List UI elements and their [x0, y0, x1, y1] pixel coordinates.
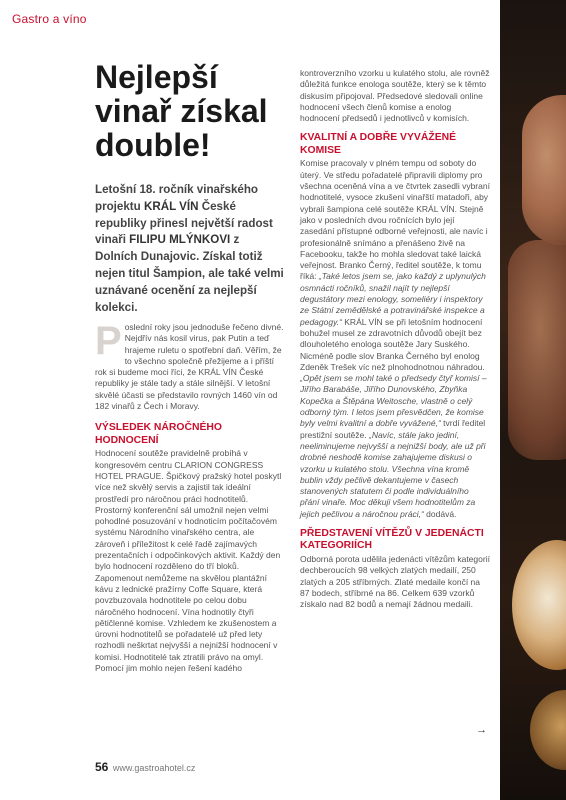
paragraph-result: Hodnocení soutěže pravidelně probíhá v kongresovém centru CLARION CONGRESS HOTEL PRAGUE. Špičkový pražský hotel poskytl více než skvělý servis a zajistil tak ideální prostředí pro náročnou práci hodnotitelů. Prostorný konferenční sál umožnil nejen velmi pohodlné posuzování v hodnoticím počítačovém systému Národního vinařského centra, ale zároveň i příležitost k celé řadě zajímavých prezentačních i odpočinkových aktivit. Každý den bylo hodnocení rozděleno do tří bloků. Zapomenout nemůžeme na skvělou plantážní kávu z lednické pražírny Coffe Square, která povzbuzovala hodnotitele po celou dobu náročného hodnocení. Vína hodnotily čtyři pětičlenné komise. Vzhledem ke zkušenostem a úrovni hodnotitelů se pořadatelé už před lety rozhodli neškrtat nejvyšší a nejnižší hodnocení v komisi. Hodnotitelé tak ztratili právo na omyl. Pomocí jim mohlo nejen řešení kadého: [95, 448, 282, 674]
intro-paragraph: Poslední roky jsou jednoduše řečeno divné. Nejdřív nás kosil virus, pak Putin a teď hrajeme ruletu o spotřební daň. Věřím, že to všechno společně přežijeme a i příští rok si budeme moci říci, že KRÁL VÍN České republiky je stále tady a stále silnější. V letošní skvělé účasti se představilo rovných 1460 vín od 182 vinařů z Čech i Moravy.: [95, 319, 284, 412]
photo-hand: [522, 95, 566, 245]
article-photo: [500, 0, 566, 800]
paragraph-winners: Odborná porota udělila jedenácti vítězům kategorií dechberoucích 98 velkých zlatých medailí, 250 zlatých a 205 stříbrných. Zlaté medaile končí na 87 bodech, stříbrné na 86. Celkem 639 vzorků získalo nad 82 bodů a nemají žádnou medaili.: [300, 553, 490, 610]
drop-cap: P: [95, 319, 122, 363]
article-lead: Letošní 18. ročník vinařského projektu KRÁL VÍN České republiky přinesl největší radost vinaři FILIPU MLÝNKOVI z Dolních Dunajovic. Získal totiž nejen titul Šampion, ale také velmi uznávané ocenění za nejlepší kolekci.: [95, 183, 284, 314]
photo-plate-2: [530, 690, 566, 770]
article-headline: Nejlepší vinař získal double!: [95, 59, 268, 163]
subheading-result: VÝSLEDEK NÁROČNÉHO HODNOCENÍ: [95, 422, 223, 446]
photo-plate: [512, 540, 566, 670]
section-label: Gastro a víno: [12, 12, 87, 26]
photo-arm: [508, 240, 566, 460]
paragraph-result-continued: kontroverzního vzorku u kulatého stolu, ale rovněž důležitá funkce enologa soutěže, který se k těmto diskusím připojoval. Předsedové sledovali online hodnocení všech členů komise a enolog hodnocení předsedů i jednotlivců v komisích.: [300, 68, 490, 124]
subheading-winners: PŘEDSTAVENÍ VÍTĚZŮ V JEDENÁCTI KATEGORIÍCH: [300, 527, 484, 552]
paragraph-committees: Komise pracovaly v plném tempu od soboty do úterý. Ve středu pořadatelé připravili diplomy pro všechna oceněná vína a ve čtvrtek zasedli vybraní hodnotitelé, vysoce zkušení vinařští matadoři, aby vybrali šampiona celé soutěže KRÁL VÍN. Stejně jako v posledních dvou ročnících bylo její zasedání přístupné odborné veřejnosti, ale navíc i profesionálně snímáno a přenášeno živě na Facebooku, takže ho mohla sledovat také laická veřejnost. Branko Černý, ředitel soutěže, k tomu říká: „Také letos jsem se, jako každý z uplynulých osmnácti ročníků, snažil najít ty nejlepší degustátory mezi enology, someliéry i inspektory ze Státní zemědělské a potravinářské inspekce a pedagogy.“ KRÁL VÍN se při letošním hodnocení bohužel musel ze zdravotních důvodů obejít bez dlouholetého enologa soutěže Jary Suského. Nicméně podle slov Branka Černého byl enolog Zdeněk Trešek víc než plnohodnotnou náhradou. „Opět jsem se mohl také o předsedy čtyř komisí – Jiřího Barabáše, Jiřího Dunovského, Zbyňka Kopečka a Štěpána Weitosche, vlastně o celý odborný tým. I letos jsem přesvědčen, že komise byly velmi kvalitní a dobře vyvážené,“ tvrdí ředitel prestižní soutěže. „Navíc, stále jako jediní, neeliminujeme nejvyšší a nejnižší body, ale už při drobné neshodě komise zahajujeme diskusi o vzorku u kulatého stolu. Všechna vína kromě bublin vždy pečlivě dekantujeme v časech stanovených statutem či podle individuálního přání vinaře. Moc děkuji všem hodnotitelům za jejich pečlivou a náročnou práci,“ dodává.: [300, 158, 490, 519]
page-number: 56: [95, 760, 109, 774]
page-footer: [95, 760, 195, 774]
article-column-1: [95, 319, 285, 674]
article-column-2: [300, 68, 490, 610]
subheading-committees: KVALITNÍ A DOBŘE VYVÁŽENÉ KOMISE: [300, 132, 457, 156]
continue-arrow: →: [476, 724, 487, 736]
footer-url[interactable]: www.gastroahotel.cz: [112, 763, 196, 773]
